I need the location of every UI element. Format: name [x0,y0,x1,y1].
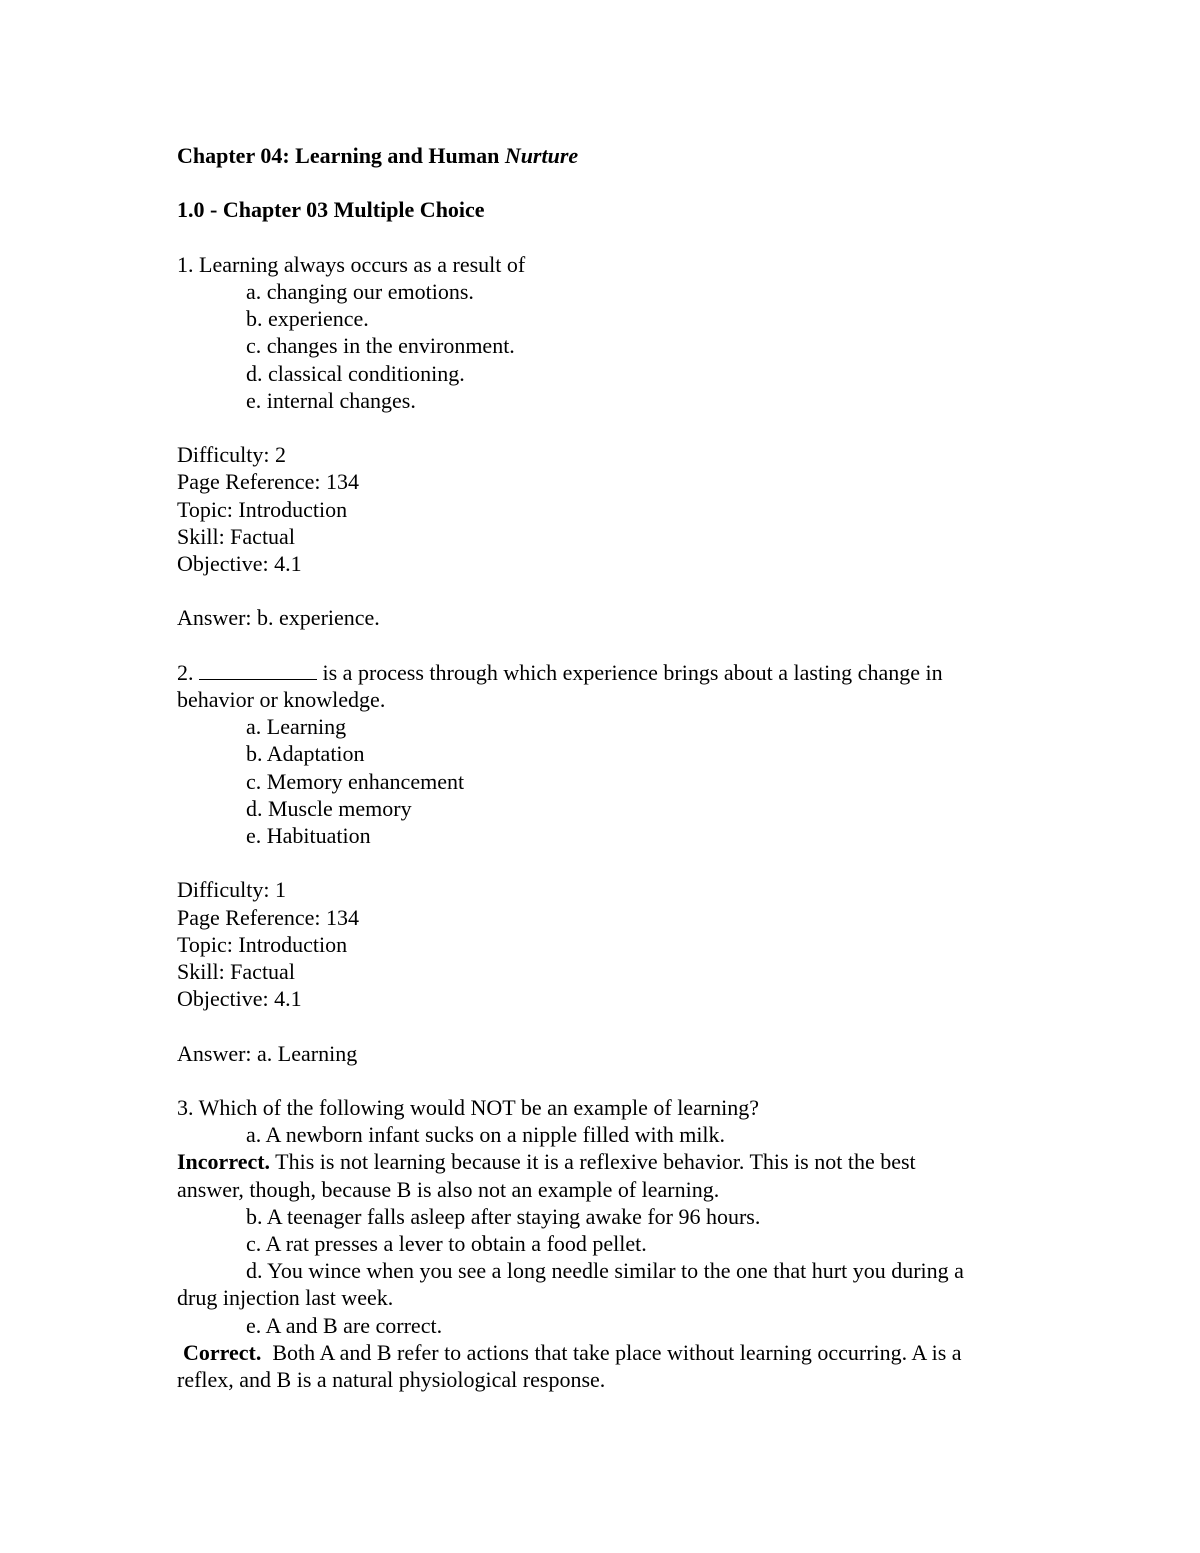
chapter-title [177,142,1037,169]
answer-key: Answer: a. Learning [177,1040,358,1066]
difficulty: Difficulty: 1 [177,877,286,903]
skill: Skill: Factual [177,523,295,549]
feedback-e-continued: reflex, and B is a natural physiological response. [177,1367,606,1393]
difficulty: Difficulty: 2 [177,442,286,468]
spacer [177,849,1037,876]
answer-option-c: c. changes in the environment. [246,333,515,359]
answer-option-a: a. A newborn infant sucks on a nipple filled with milk. [246,1122,726,1148]
answer-option-c: c. A rat presses a lever to obtain a food pellet. [246,1231,647,1256]
feedback-text: This is not learning because it is a reflexive behavior. This is not the best [270,1149,916,1175]
fill-in-blank [199,659,317,680]
spacer [177,1067,1037,1094]
answer-option-d: d. classical conditioning. [246,360,465,386]
feedback-a [177,1148,1037,1175]
topic: Topic: Introduction [177,931,348,957]
question-3 [177,1094,1037,1393]
answer-option-e: e. A and B are correct. [246,1312,443,1338]
spacer [177,414,1037,441]
section-heading: 1.0 - Chapter 03 Multiple Choice [177,197,485,223]
spacer [177,577,1037,604]
topic: Topic: Introduction [177,496,348,522]
answer-option-b: b. experience. [246,306,369,332]
question-stem-continued: behavior or knowledge. [177,686,386,712]
question-1 [177,251,1037,632]
question-2 [177,659,1037,1067]
answer-option-c: c. Memory enhancement [246,768,465,794]
spacer [177,169,1037,196]
page-reference: Page Reference: 134 [177,904,360,930]
answer-option-d-continued: drug injection last week. [177,1285,394,1311]
feedback-text: Both A and B refer to actions that take place without learning occurring. A is a [261,1339,962,1365]
answer-option-e: e. internal changes. [246,387,416,413]
question-stem: 1. Learning always occurs as a result of [177,251,526,277]
feedback-a-continued: answer, though, because B is also not an example of learning. [177,1176,720,1202]
document-body [177,142,1037,1393]
answer-option-a: a. Learning [246,714,347,740]
question-number: 2. [177,659,194,685]
spacer [177,224,1037,251]
page-reference: Page Reference: 134 [177,469,360,495]
feedback-label-incorrect: Incorrect. [177,1149,271,1175]
objective: Objective: 4.1 [177,986,302,1012]
answer-option-b: b. Adaptation [246,741,365,767]
answer-option-a: a. changing our emotions. [246,278,474,304]
answer-option-d: d. You wince when you see a long needle similar to the one that hurt you during a [246,1258,964,1284]
question-stem-text: is a process through which experience brings about a lasting change in [317,659,943,685]
feedback-e [177,1339,1037,1366]
answer-option-d: d. Muscle memory [246,795,412,821]
question-stem [177,659,1037,686]
spacer [177,632,1037,659]
objective: Objective: 4.1 [177,551,302,576]
chapter-title-italic: Nurture [504,143,579,168]
feedback-label-correct: Correct. [183,1339,262,1365]
skill: Skill: Factual [177,959,295,984]
spacer [177,1012,1037,1039]
chapter-title-main: Chapter 04: Learning and Human [177,143,505,168]
answer-key: Answer: b. experience. [177,605,380,631]
answer-option-e: e. Habituation [246,823,371,848]
question-stem: 3. Which of the following would NOT be an example of learning? [177,1094,760,1120]
answer-option-b: b. A teenager falls asleep after staying awake for 96 hours. [246,1203,761,1229]
